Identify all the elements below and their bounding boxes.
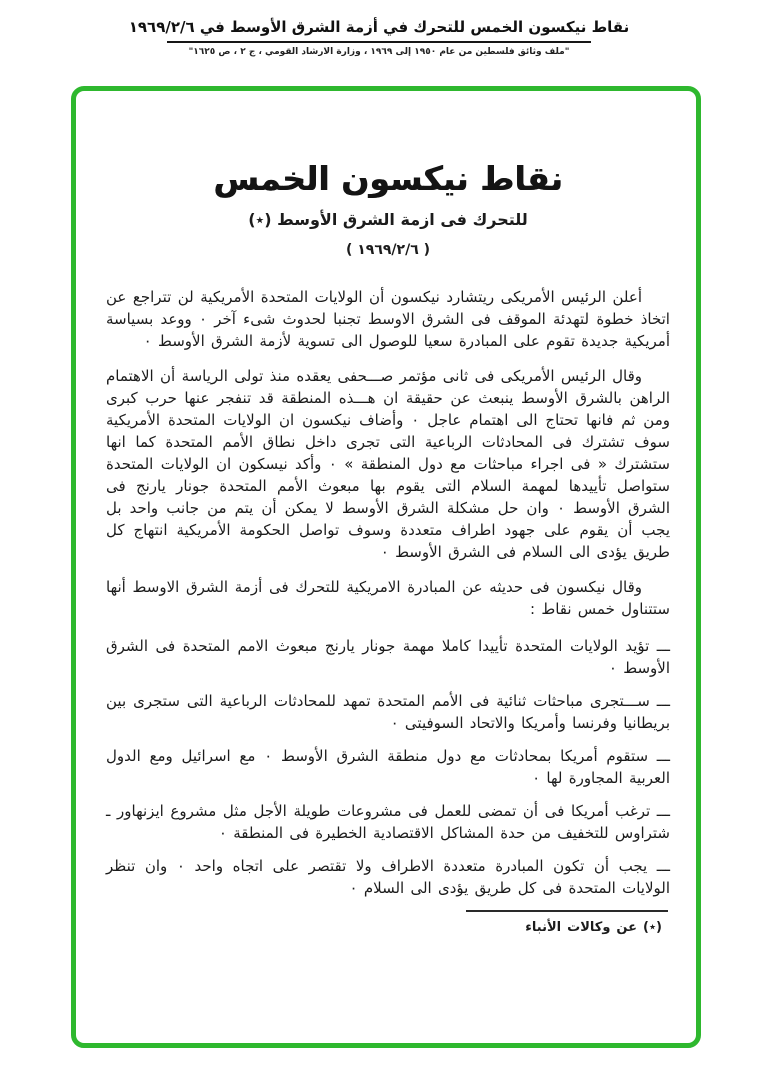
document-title: نقاط نيكسون الخمس bbox=[213, 159, 563, 198]
point-item-3: ـــ ستقوم أمريكا بمحادثات مع دول منطقة الشرق الأوسط ٠ مع اسرائيل ومع الدول العربية المجاورة لها ٠ bbox=[106, 747, 670, 787]
title-underline bbox=[167, 41, 591, 43]
point-item-2: ـــ ســـتجرى مباحثات ثنائية فى الأمم المتحدة تمهد للمحادثات الرباعية التى ستجرى بين بريطانيا وفرنسا وأمريكا والاتحاد السوفيتى ٠ bbox=[106, 692, 670, 732]
page-header bbox=[0, 0, 758, 57]
document-page bbox=[76, 91, 696, 939]
page-title: نقاط نيكسون الخمس للتحرك في أزمة الشرق الأوسط في ١٩٦٩/٢/٦ bbox=[128, 18, 630, 36]
document-subtitle: للتحرك فى ازمة الشرق الأوسط (٭) bbox=[248, 210, 528, 229]
footnote: (٭) عن وكالات الأنباء bbox=[525, 920, 662, 935]
point-item-1: ـــ تؤيد الولايات المتحدة تأييدا كاملا مهمة جونار يارنج مبعوث الامم المتحدة فى الشرق الأوسط ٠ bbox=[106, 637, 670, 677]
paragraph-five-points-intro: وقال نيكسون فى حديثه عن المبادرة الامريكية للتحرك فى أزمة الشرق الاوسط أنها ستتناول خمس نقاط : bbox=[106, 578, 670, 618]
paragraph-press-conference: وقال الرئيس الأمريكى فى ثانى مؤتمر صـــحفى يعقده منذ تولى الرياسة أن الاهتمام الراهن بالشرق الأوسط ينبعث عن حقيقة ان هـــذه المنطقة قد تنفجر عنها حرب كبرى ومن ثم فانها تحتاج الى اهتمام عاجل ٠ وأضاف نيكسون ان الولايات المتحدة الأمريكية سوف تشترك فى المحادثات الرباعية التى تجرى داخل نطاق الأمم المتحدة كما انها ستشترك « فى اجراء مباحثات مع دول المنطقة » ٠ وأكد نيسكون ان الولايات المتحدة ستواصل تأييدها لمهمة السلام التى يقوم بها مبعوث الأمم المتحدة جونار يارنج فى الشرق الأوسط ٠ وان حل مشكلة الشرق الأوسط لا يمكن أن يتم من جانب واحد بل يجب أن يقوم على جهود اطراف متعددة وسوف تواصل الحكومة الأمريكية انتهاج كل طريق يؤدى الى السلام فى الشرق الأوسط ٠ bbox=[106, 367, 670, 561]
document-scan-frame bbox=[71, 86, 701, 1048]
document-body bbox=[106, 286, 670, 939]
source-citation: "ملف وثائق فلسطين من عام ١٩٥٠ إلى ١٩٦٩ ، وزارة الارشاد القومي ، ج ٢ ، ص ١٦٢٥" bbox=[188, 47, 570, 57]
footnote-divider bbox=[466, 910, 668, 912]
document-date: ( ١٩٦٩/٢/٦ ) bbox=[345, 242, 431, 258]
point-item-4: ـــ ترغب أمريكا فى أن تمضى للعمل فى مشروعات طويلة الأجل مثل مشروع ايزنهاور ـ شتراوس للتخفيف من حدة المشاكل الاقتصادية الخطيرة فى المنطقة ٠ bbox=[106, 802, 670, 842]
point-item-5: ـــ يجب أن تكون المبادرة متعددة الاطراف ولا تقتصر على اتجاه واحد ٠ وان تنظر الولايات المتحدة فى كل طريق يؤدى الى السلام ٠ bbox=[106, 857, 670, 897]
paragraph-announcement: أعلن الرئيس الأمريكى ريتشارد نيكسون أن الولايات المتحدة الأمريكية لن تتراجع عن اتخاذ خطوة لتهدئة الموقف فى الشرق الاوسط تجنبا لحدوث شىء آخر ٠ ووعد بسياسة أمريكية جديدة تقوم على المبادرة سعيا للوصول الى تسوية لأزمة الشرق الأوسط ٠ bbox=[106, 288, 670, 350]
